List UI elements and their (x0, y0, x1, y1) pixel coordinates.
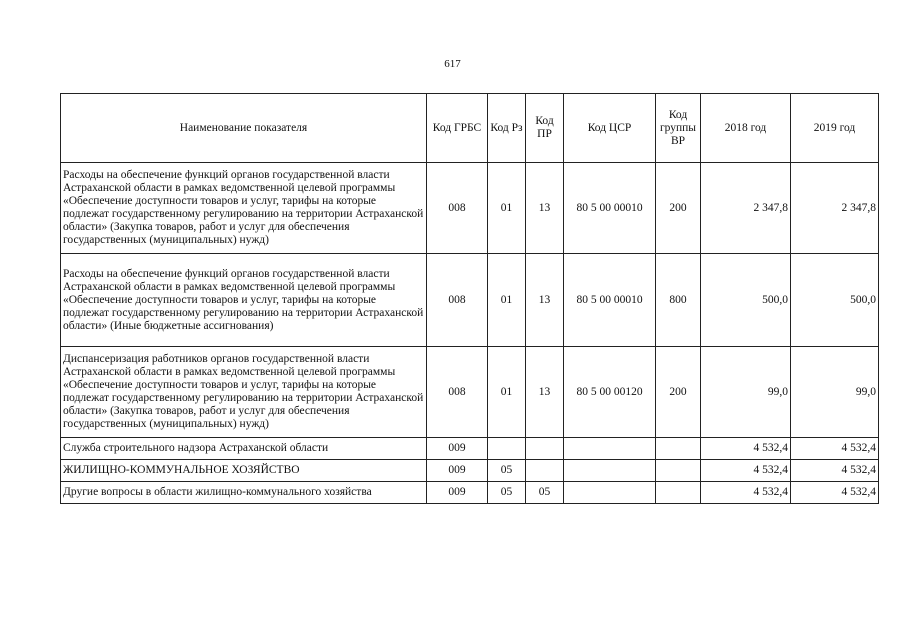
cell-pr: 05 (526, 482, 564, 504)
cell-vr: 200 (656, 163, 701, 254)
table-row (61, 438, 879, 460)
cell-2018: 4 532,4 (701, 482, 791, 504)
cell-pr: 13 (526, 163, 564, 254)
cell-2018: 2 347,8 (701, 163, 791, 254)
cell-grbs: 009 (427, 438, 488, 460)
cell-name: Расходы на обеспечение функций органов государственной власти Астраханской области в рамках ведомственной целевой программы «Обеспечение доступности товаров и услуг, тарифы на которые подлежат государственному регулированию на территории Астраханской области» (Иные бюджетные ассигнования) (61, 254, 427, 347)
cell-2019: 4 532,4 (791, 438, 879, 460)
cell-2019: 4 532,4 (791, 460, 879, 482)
header-name: Наименование показателя (61, 94, 427, 163)
cell-vr (656, 438, 701, 460)
cell-rz: 01 (488, 347, 526, 438)
page-number: 617 (444, 58, 461, 70)
cell-grbs: 009 (427, 460, 488, 482)
header-csr: Код ЦСР (564, 94, 656, 163)
cell-pr (526, 438, 564, 460)
header-pr: Код ПР (526, 94, 564, 163)
table-row (61, 347, 879, 438)
cell-2019: 99,0 (791, 347, 879, 438)
cell-grbs: 009 (427, 482, 488, 504)
cell-vr: 800 (656, 254, 701, 347)
cell-csr: 80 5 00 00010 (564, 163, 656, 254)
cell-name: ЖИЛИЩНО-КОММУНАЛЬНОЕ ХОЗЯЙСТВО (61, 460, 427, 482)
cell-grbs: 008 (427, 163, 488, 254)
cell-vr (656, 460, 701, 482)
cell-csr: 80 5 00 00120 (564, 347, 656, 438)
cell-pr: 13 (526, 347, 564, 438)
cell-csr: 80 5 00 00010 (564, 254, 656, 347)
cell-grbs: 008 (427, 347, 488, 438)
cell-2019: 4 532,4 (791, 482, 879, 504)
cell-rz: 01 (488, 163, 526, 254)
table-header-row (61, 94, 879, 163)
table-row (61, 254, 879, 347)
cell-2019: 2 347,8 (791, 163, 879, 254)
cell-2018: 4 532,4 (701, 438, 791, 460)
cell-rz: 01 (488, 254, 526, 347)
header-2018: 2018 год (701, 94, 791, 163)
header-vr: Код группы ВР (656, 94, 701, 163)
cell-csr (564, 438, 656, 460)
table-row (61, 482, 879, 504)
cell-2018: 4 532,4 (701, 460, 791, 482)
cell-vr (656, 482, 701, 504)
cell-pr (526, 460, 564, 482)
header-rz: Код Рз (488, 94, 526, 163)
cell-rz: 05 (488, 460, 526, 482)
header-2019: 2019 год (791, 94, 879, 163)
cell-name: Другие вопросы в области жилищно-коммунального хозяйства (61, 482, 427, 504)
table-row (61, 163, 879, 254)
cell-pr: 13 (526, 254, 564, 347)
cell-name: Служба строительного надзора Астраханской области (61, 438, 427, 460)
cell-csr (564, 460, 656, 482)
cell-2019: 500,0 (791, 254, 879, 347)
header-grbs: Код ГРБС (427, 94, 488, 163)
cell-name: Расходы на обеспечение функций органов государственной власти Астраханской области в рамках ведомственной целевой программы «Обеспечение доступности товаров и услуг, тарифы на которые подлежат государственному регулированию на территории Астраханской области» (Закупка товаров, работ и услуг для обеспечения государственных (муниципальных) нужд) (61, 163, 427, 254)
table-row (61, 460, 879, 482)
cell-grbs: 008 (427, 254, 488, 347)
cell-vr: 200 (656, 347, 701, 438)
budget-table (60, 93, 879, 504)
cell-2018: 99,0 (701, 347, 791, 438)
cell-rz (488, 438, 526, 460)
cell-name: Диспансеризация работников органов государственной власти Астраханской области в рамках ведомственной целевой программы «Обеспечение доступности товаров и услуг, тарифы на которые подлежат государственному регулированию на территории Астраханской области» (Закупка товаров, работ и услуг для обеспечения государственных (муниципальных) нужд) (61, 347, 427, 438)
cell-csr (564, 482, 656, 504)
cell-2018: 500,0 (701, 254, 791, 347)
cell-rz: 05 (488, 482, 526, 504)
